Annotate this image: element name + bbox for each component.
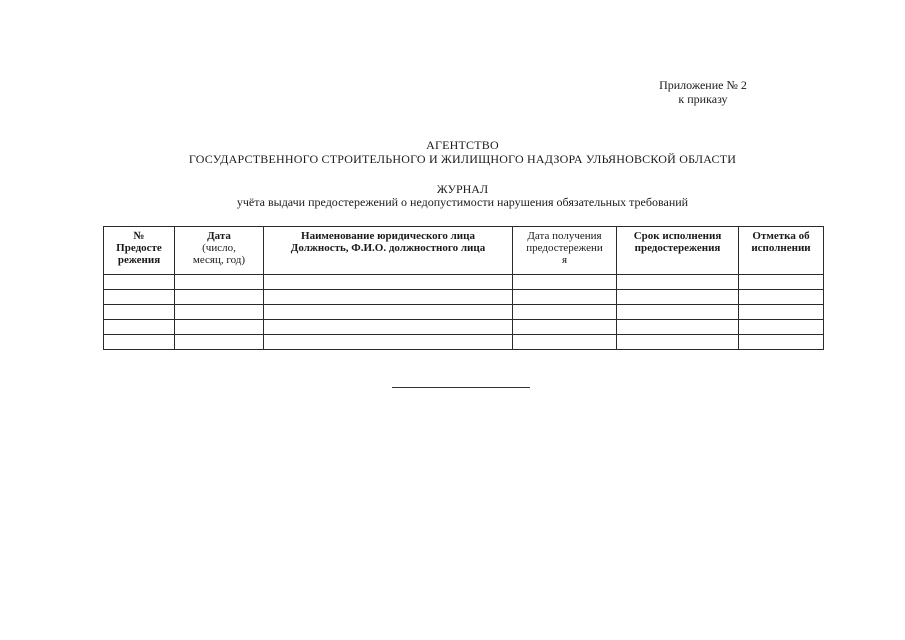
table-cell [513, 275, 617, 290]
column-header-entity: Наименование юридического лица Должность, Ф.И.О. должностного лица [264, 227, 513, 275]
table-cell [739, 275, 824, 290]
column-header-date: Дата (число, месяц, год) [175, 227, 264, 275]
table-cell [104, 320, 175, 335]
appendix-order-ref: к приказу [678, 92, 728, 106]
table-cell [264, 290, 513, 305]
column-header-completion-mark: Отметка об исполнении [739, 227, 824, 275]
table-cell [513, 305, 617, 320]
appendix-number: Приложение № 2 [659, 78, 747, 92]
table-cell [513, 290, 617, 305]
table-cell [104, 335, 175, 350]
table-cell [175, 335, 264, 350]
table-cell [739, 305, 824, 320]
table-row [104, 275, 824, 290]
table-cell [104, 290, 175, 305]
table-cell [264, 335, 513, 350]
journal-subtitle: учёта выдачи предостережений о недопустимости нарушения обязательных требований [236, 195, 689, 209]
table-cell [104, 275, 175, 290]
table-row [104, 290, 824, 305]
table-cell [513, 320, 617, 335]
table-cell [175, 290, 264, 305]
table-cell [739, 290, 824, 305]
table-cell [175, 275, 264, 290]
table-cell [175, 320, 264, 335]
register-table [103, 226, 824, 350]
table-cell [264, 320, 513, 335]
agency-heading [100, 138, 825, 166]
bottom-divider [392, 387, 530, 388]
table-cell [617, 305, 739, 320]
agency-full-name: ГОСУДАРСТВЕННОГО СТРОИТЕЛЬНОГО И ЖИЛИЩНОГО НАДЗОРА УЛЬЯНОВСКОЙ ОБЛАСТИ [188, 152, 737, 166]
table-cell [739, 320, 824, 335]
table-header-row [104, 227, 824, 275]
appendix-note [628, 78, 778, 106]
table-cell [264, 275, 513, 290]
table-cell [175, 305, 264, 320]
agency-title: АГЕНТСТВО [426, 138, 499, 152]
journal-heading [100, 183, 825, 209]
table-row [104, 305, 824, 320]
column-header-deadline: Срок исполнения предостережения [617, 227, 739, 275]
table-cell [617, 275, 739, 290]
table-row [104, 320, 824, 335]
table-row [104, 335, 824, 350]
table-cell [104, 305, 175, 320]
table-cell [617, 320, 739, 335]
table-body [104, 275, 824, 350]
table-cell [513, 335, 617, 350]
table-cell [617, 290, 739, 305]
table-cell [264, 305, 513, 320]
column-header-receipt-date: Дата получения предостережени я [513, 227, 617, 275]
table-cell [617, 335, 739, 350]
journal-title: ЖУРНАЛ [436, 182, 489, 196]
table-cell [739, 335, 824, 350]
column-header-number: № Предосте режения [104, 227, 175, 275]
